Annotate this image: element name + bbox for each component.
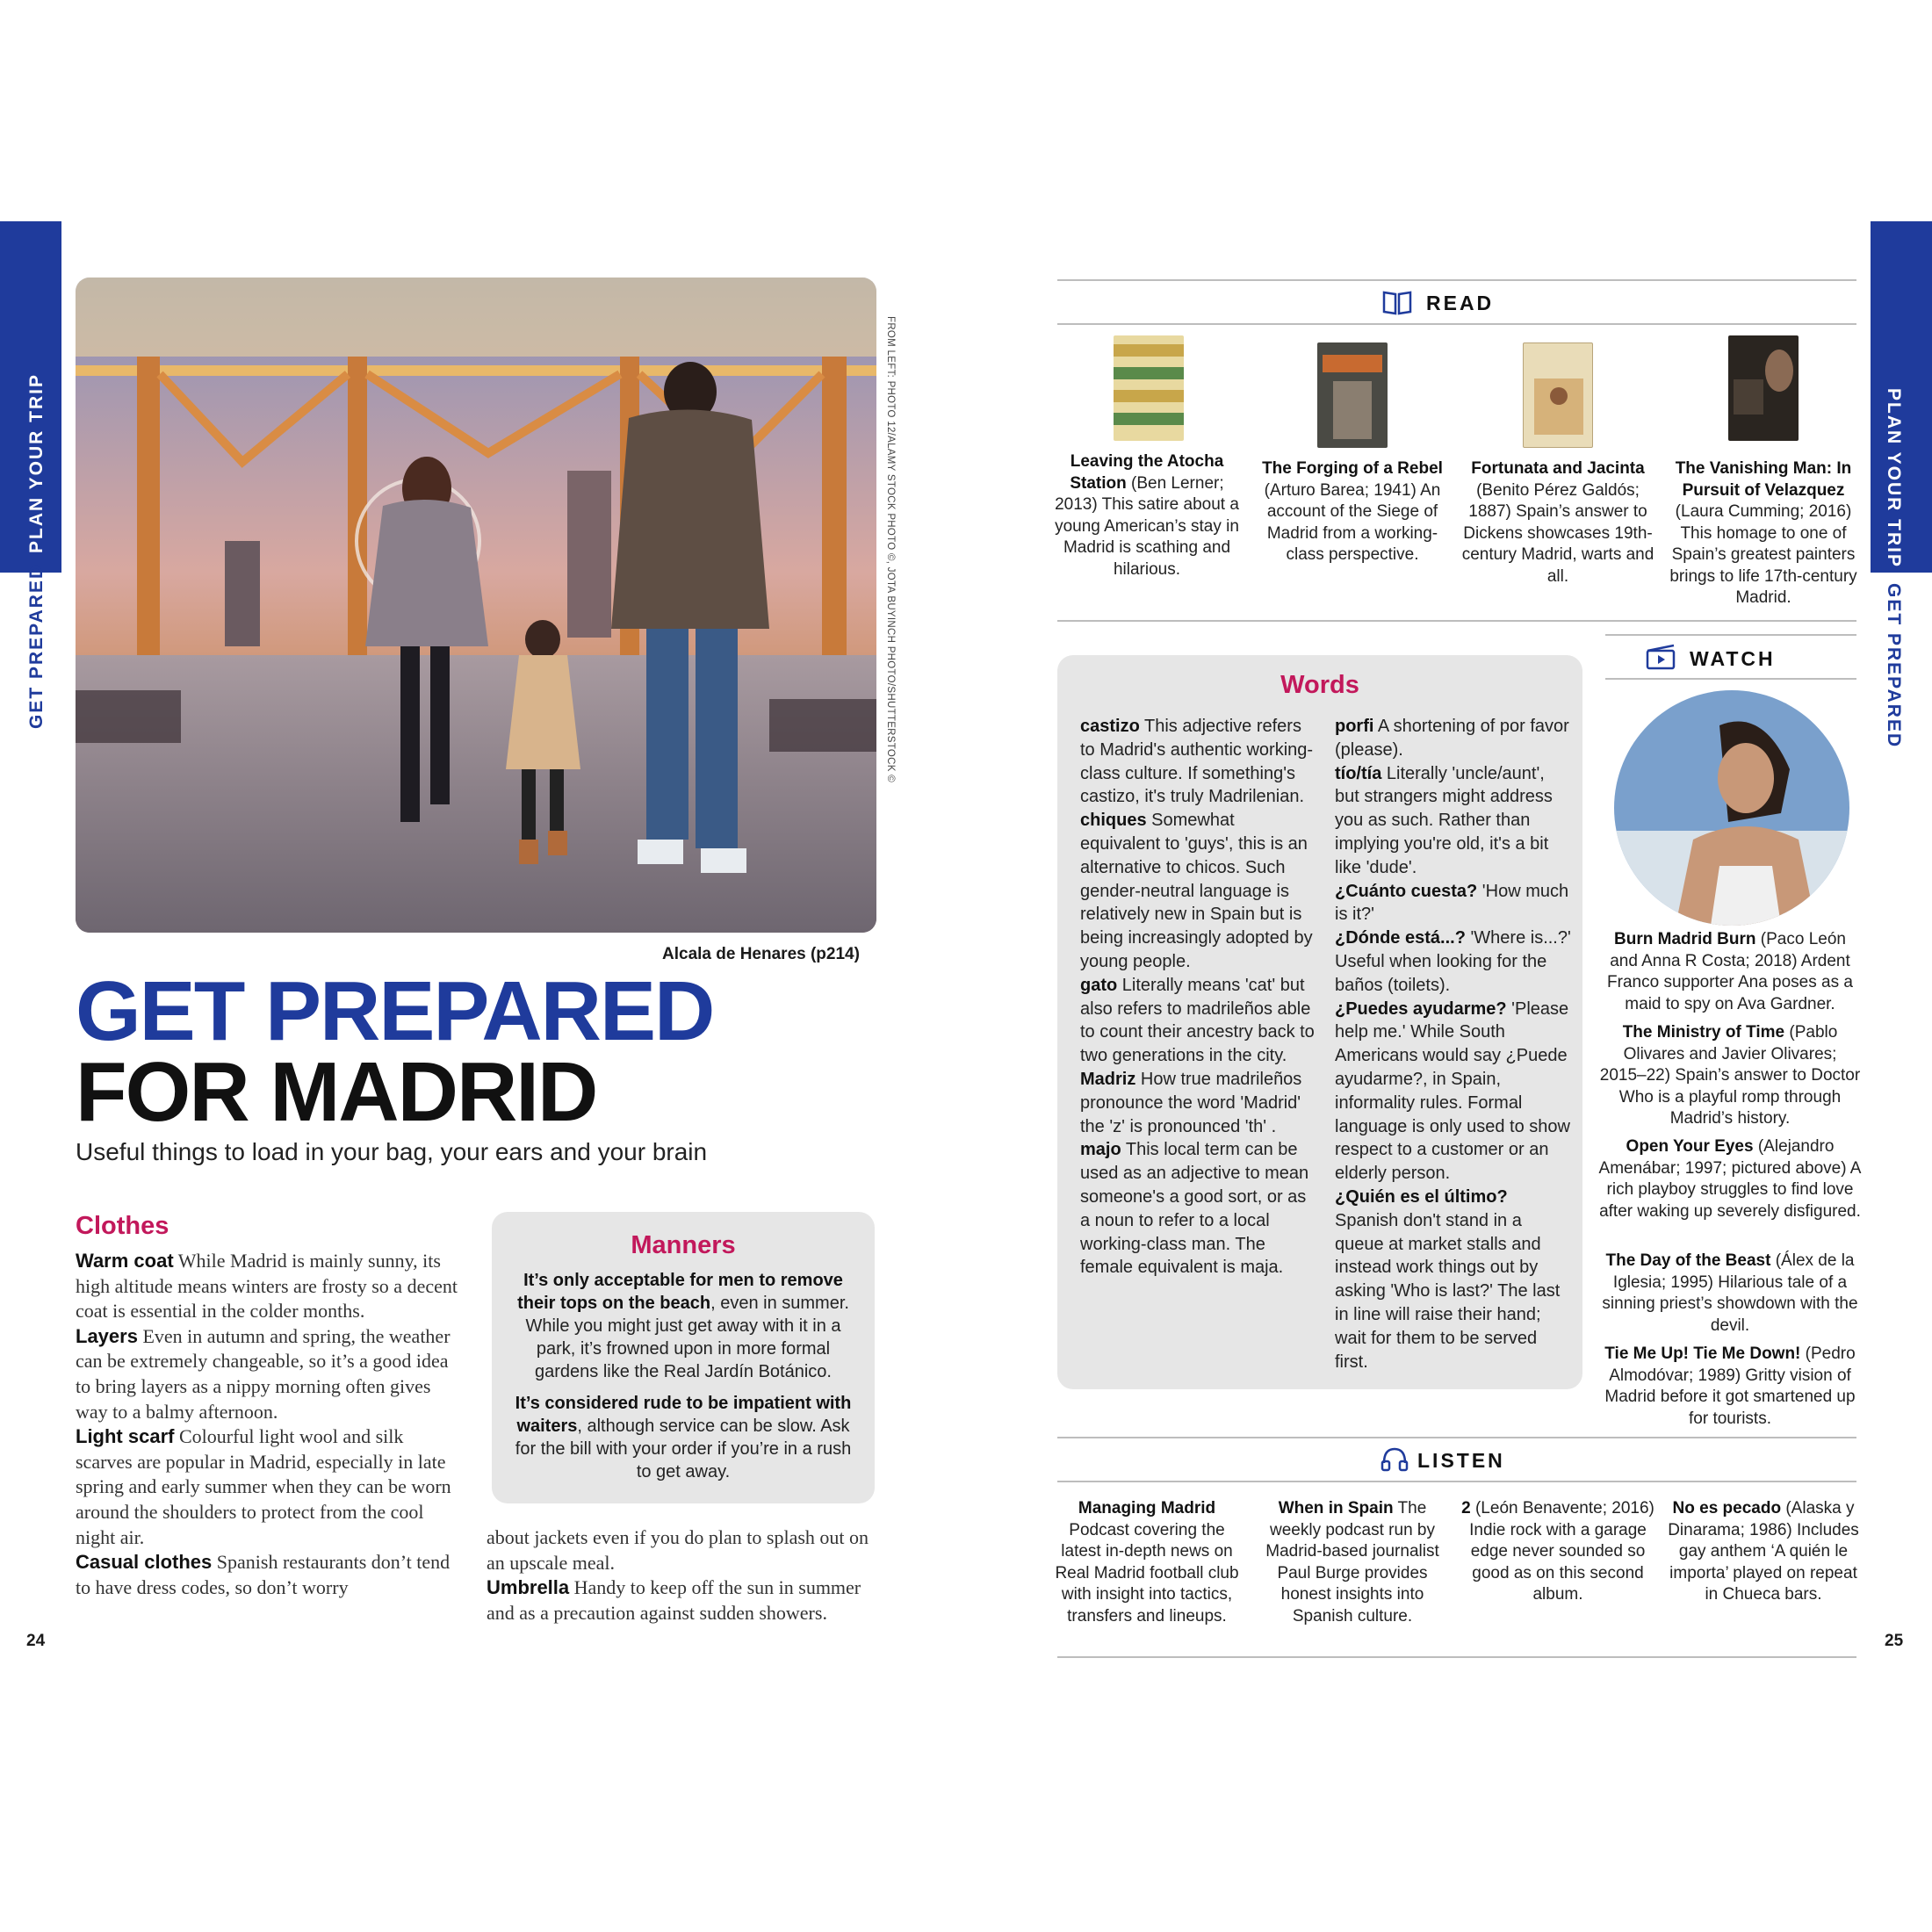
watch-bottom-rule [1605, 678, 1856, 680]
book-cover-rebel [1317, 342, 1388, 448]
page-title-line1: GET PREPARED [76, 964, 714, 1058]
watch-label: WATCH [1690, 647, 1776, 670]
clothes-column-1 [76, 1249, 458, 1600]
page-title-line2: FOR MADRID [76, 1045, 597, 1139]
word-entry: ¿Quién es el último? Spanish don't stand in a queue at market stalls and instead work things out by asking 'Who is last?' The last in line will raise their hand; wait for them to be served first. [1335, 1186, 1561, 1372]
listen-end-rule [1057, 1656, 1856, 1658]
word-entry: gato Literally means 'cat' but also refers to madrileños able to count their ancestry back to two generations in the city. [1080, 975, 1315, 1066]
read-bottom-rule [1057, 323, 1856, 325]
clothes-entry: Light scarf Colourful light wool and silk scarves are popular in Madrid, especially in late spring and early summer when they can be worn around the shoulders to protect from the cool night air. [76, 1425, 451, 1548]
word-entry: ¿Cuánto cuesta? 'How much is it?' [1335, 881, 1569, 925]
film-still-photo [1614, 690, 1849, 926]
side-tab-plan-label-right: PLAN YOUR TRIP [1884, 388, 1904, 568]
word-entry: castizo This adjective refers to Madrid's authentic working-class culture. If something's castizo, it's truly Madrilenian. [1080, 717, 1314, 807]
book-cover-atocha [1114, 335, 1184, 441]
clothes-heading: Clothes [76, 1212, 169, 1240]
manners-item: It’s only acceptable for men to remove their tops on the beach, even in summer. While you might just get away with it in a park, it’s frowned upon in more formal gardens like the Real Jardín Botánico. [517, 1271, 849, 1381]
clothes-entry: about jackets even if you do plan to splash out on an upscale meal. [487, 1526, 869, 1574]
book-fortunata: Fortunata and Jacinta (Benito Pérez Galdós; 1887) Spain’s answer to Dickens showcases 19th-century Madrid, warts and all. [1461, 459, 1654, 586]
listen-managing-madrid: Managing Madrid Podcast covering the latest in-depth news on Real Madrid football club with insight into tactics, transfers and lineups. [1055, 1499, 1239, 1626]
side-tab-plan-label: PLAN YOUR TRIP [26, 373, 47, 553]
film-ministry-of-time: The Ministry of Time (Pablo Olivares and Javier Olivares; 2015–22) Spain’s answer to Doctor Who is a playful romp through Madrid’s history. [1599, 1023, 1861, 1128]
clothes-entry: Umbrella Handy to keep off the sun in summer and as a precaution against sudden showers. [487, 1576, 861, 1624]
book-cover-fortunata [1523, 342, 1593, 448]
film-open-your-eyes: Open Your Eyes (Alejandro Amenábar; 1997; pictured above) A rich playboy struggles to find love after waking up severely disfigured. [1598, 1137, 1862, 1221]
word-entry: Madriz How true madrileños pronounce the word 'Madrid' the 'z' is pronounced 'th' . [1080, 1069, 1302, 1136]
words-column-1 [1080, 715, 1317, 1280]
clothes-column-2 [487, 1525, 873, 1626]
read-end-rule [1057, 620, 1856, 622]
listen-leon-benavente: 2 (León Benavente; 2016) Indie rock with a garage edge never sounded so good as on this second album. [1461, 1499, 1654, 1604]
photo-caption: Alcala de Henares (p214) [662, 945, 860, 963]
clothes-entry: Casual clothes Spanish restaurants don’t tend to have dress codes, so don’t worry [76, 1551, 451, 1598]
word-entry: majo This local term can be used as an adjective to mean someone's a good sort, or as a noun to refer to a local working-class man. The female equivalent is maja. [1080, 1140, 1309, 1278]
word-entry: ¿Puedes ayudarme? 'Please help me.' While South Americans would say ¿Puede ayudarme?, in Spain, informality rules. Formal language is only used to show respect to a customer or an elderly person. [1335, 998, 1570, 1184]
book-icon [1382, 289, 1412, 315]
listen-label: LISTEN [1417, 1449, 1505, 1472]
words-box [1057, 655, 1582, 1389]
listen-no-es-pecado: No es pecado (Alaska y Dinarama; 1986) Includes gay anthem ‘A quién le importa’ played on repeat in Chueca bars. [1668, 1499, 1859, 1604]
film-tie-me-up: Tie Me Up! Tie Me Down! (Pedro Almodóvar; 1989) Gritty vision of Madrid before it got smartened up for tourists. [1604, 1344, 1856, 1428]
word-entry: chiques Somewhat equivalent to 'guys', this is an alternative to chicos. Such gender-neutral language is relatively new in Spain but is being increasingly adopted by young people. [1080, 811, 1313, 971]
side-tab-prepared-label-right: GET PREPARED [1884, 583, 1904, 749]
book-vanishing: The Vanishing Man: In Pursuit of Velazquez (Laura Cumming; 2016) This homage to one of Spain’s greatest painters brings to life 17th-century Madrid. [1669, 459, 1857, 607]
side-tab-prepared-label: GET PREPARED [26, 563, 47, 729]
listen-top-rule [1057, 1437, 1856, 1438]
read-top-rule [1057, 279, 1856, 281]
word-entry: porfi A shortening of por favor (please). [1335, 717, 1569, 760]
word-entry: ¿Dónde está...? 'Where is...?' Useful when looking for the baños (toilets). [1335, 928, 1571, 995]
clothes-entry: Layers Even in autumn and spring, the weather can be extremely changeable, so it’s a good idea to bring layers as a nippy morning often gives way to a balmy afternoon. [76, 1324, 451, 1423]
photo-credit: FROM LEFT: PHOTO 12/ALAMY STOCK PHOTO ©, JOTA BUYINCH PHOTO/SHUTTERSTOCK © [885, 316, 896, 782]
film-day-of-the-beast: The Day of the Beast (Álex de la Iglesia; 1995) Hilarious tale of a sinning priest’s showdown with the devil. [1602, 1251, 1858, 1335]
words-heading: Words [1280, 671, 1359, 699]
watch-top-rule [1605, 634, 1856, 636]
book-atocha: Leaving the Atocha Station (Ben Lerner; 2013) This satire about a young American’s stay in Madrid is scathing and hilarious. [1055, 452, 1239, 579]
clothes-entry: Warm coat While Madrid is mainly sunny, its high altitude means winters are frosty so a decent coat is essential in the colder months. [76, 1250, 458, 1323]
manners-item: It’s considered rude to be impatient with waiters, although service can be slow. Ask for the bill with your order if you’re in a rush to get away. [515, 1394, 852, 1481]
headphones-icon [1381, 1445, 1409, 1472]
book-rebel: The Forging of a Rebel (Arturo Barea; 1941) An account of the Siege of Madrid from a working-class perspective. [1262, 459, 1443, 564]
film-burn-madrid-burn: Burn Madrid Burn (Paco León and Anna R Costa; 2018) Ardent Franco supporter Ana poses as a maid to spy on Ava Gardner. [1607, 930, 1853, 1013]
words-column-2 [1335, 715, 1574, 1373]
manners-box [492, 1212, 875, 1503]
film-icon [1646, 644, 1676, 670]
listen-when-in-spain: When in Spain The weekly podcast run by Madrid-based journalist Paul Burge provides honest insights into Spanish culture. [1265, 1499, 1439, 1626]
page-subtitle: Useful things to load in your bag, your ears and your brain [76, 1138, 708, 1165]
book-cover-vanishing [1728, 335, 1799, 441]
listen-bottom-rule [1057, 1481, 1856, 1482]
madrid-street-photo [76, 278, 876, 933]
read-label: READ [1426, 292, 1495, 314]
word-entry: tío/tía Literally 'uncle/aunt', but strangers might address you as such. Rather than implying you're old, it's a bit like 'dude'. [1335, 763, 1553, 877]
manners-heading: Manners [631, 1231, 736, 1259]
page-number-right: 25 [1885, 1632, 1904, 1650]
page-number-left: 24 [26, 1632, 46, 1650]
